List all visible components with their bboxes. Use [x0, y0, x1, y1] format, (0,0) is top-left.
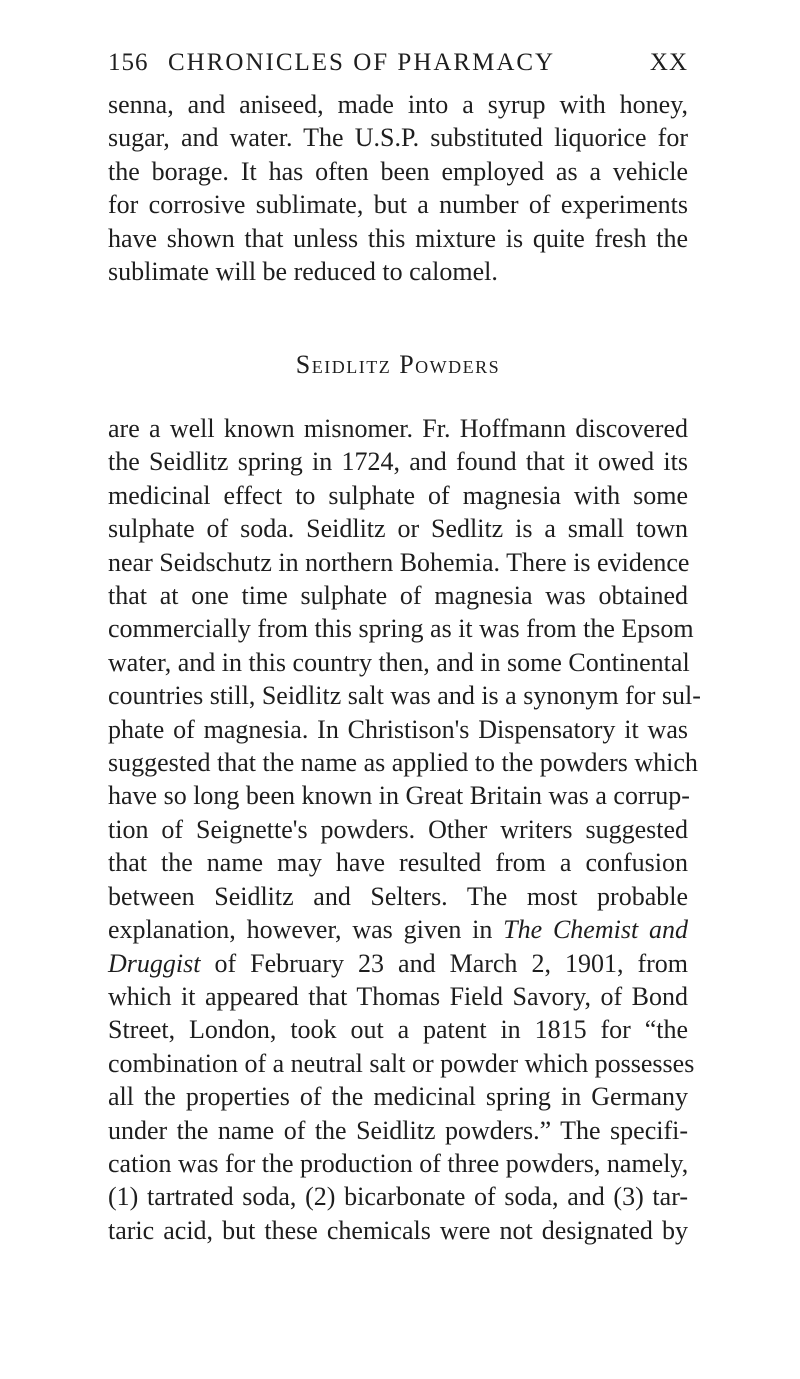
- chapter-number: XX: [649, 49, 688, 76]
- running-head: [108, 49, 688, 85]
- text-line: Street, London, took out a patent in 1815 for “the: [108, 1015, 688, 1045]
- publication-title-italic: The Chemist and: [503, 915, 688, 945]
- text-line: senna, and aniseed, made into a syrup with honey,: [108, 90, 688, 119]
- text-segment: of February 23 and March 2, 1901, from: [200, 948, 688, 978]
- text-line: sugar, and water. The U.S.P. substituted liquorice for: [108, 123, 688, 153]
- text-line: between Seidlitz and Selters. The most probable: [108, 881, 688, 911]
- text-line: suggested that the name as applied to the powders which: [108, 748, 698, 778]
- text-line: commercially from this spring as it was from the Epsom: [108, 614, 694, 644]
- text-line-with-italic-title: [108, 913, 688, 946]
- text-line: which it appeared that Thomas Field Savory, of Bond: [108, 981, 688, 1011]
- text-line: under the name of the Seidlitz powders.” The specifi-: [108, 1115, 688, 1145]
- text-line: have so long been known in Great Britain was a corrup-: [108, 781, 690, 811]
- running-title: CHRONICLES OF PHARMACY: [168, 49, 556, 76]
- text-line: medicinal effect to sulphate of magnesia with some: [108, 480, 688, 510]
- text-line: the borage. It has often been employed as a vehicle: [108, 156, 688, 186]
- paragraph-senna-syrup: [108, 88, 688, 288]
- text-line: sublimate will be reduced to calomel.: [108, 257, 498, 287]
- text-line: cation was for the production of three powders, namely,: [108, 1148, 689, 1178]
- text-line: taric acid, but these chemicals were not designated by: [108, 1215, 688, 1245]
- text-line: that the name may have resulted from a confusion: [108, 848, 688, 878]
- text-line: countries still, Seidlitz salt was and is a synonym for sul-: [108, 681, 701, 711]
- publication-title-italic-druggist: Druggist: [108, 948, 201, 978]
- text-line: are a well known misnomer. Fr. Hoffmann discovered: [108, 414, 688, 443]
- text-line: the Seidlitz spring in 1724, and found that it owed its: [108, 447, 688, 477]
- text-line: for corrosive sublimate, but a number of experiments: [108, 190, 688, 220]
- text-line: all the properties of the medicinal spring in Germany: [108, 1082, 688, 1112]
- text-line: phate of magnesia. In Christison's Dispensatory it was: [108, 714, 688, 744]
- section-heading: Seidlitz Powders: [295, 350, 501, 379]
- text-line: sulphate of soda. Seidlitz or Sedlitz is a small town: [108, 514, 688, 544]
- text-line: water, and in this country then, and in some Continental: [108, 647, 690, 677]
- text-line-druggist: [108, 947, 688, 980]
- page-number: 156: [108, 49, 149, 76]
- text-line: that at one time sulphate of magnesia was obtained: [108, 581, 688, 611]
- text-line: have shown that unless this mixture is quite fresh the: [108, 223, 688, 253]
- text-line: near Seidschutz in northern Bohemia. There is evidence: [108, 547, 690, 577]
- paragraph-seidlitz-powders: [108, 412, 701, 1247]
- text-line: tion of Seignette's powders. Other writers suggested: [108, 814, 688, 844]
- text-line: combination of a neutral salt or powder which possesses: [108, 1048, 695, 1078]
- text-line: (1) tartrated soda, (2) bicarbonate of soda, and (3) tar-: [108, 1182, 688, 1212]
- text-segment: explanation, however, was given in: [108, 915, 493, 945]
